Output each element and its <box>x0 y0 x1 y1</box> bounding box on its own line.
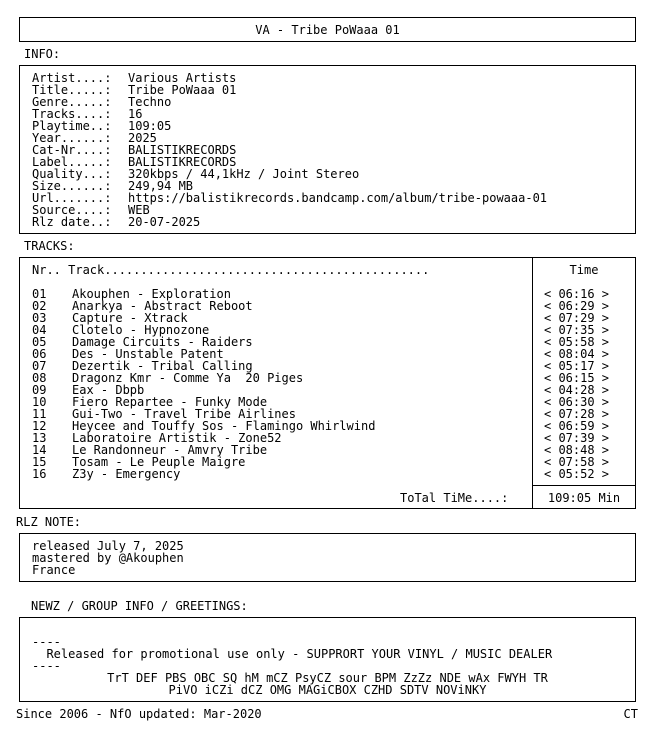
track-name: Damage Circuits - Raiders <box>72 335 253 349</box>
info-value: 2025 <box>128 131 157 145</box>
info-value: 20-07-2025 <box>128 215 201 229</box>
track-number: 05 <box>32 335 47 349</box>
info-row <box>32 120 635 132</box>
track-number: 09 <box>32 383 47 397</box>
total-time-label: ToTal TiMe....: <box>400 491 509 505</box>
info-row <box>32 84 635 96</box>
track-time: < 06:16 > <box>544 287 610 301</box>
track-number: 16 <box>32 467 47 481</box>
info-row <box>32 108 635 120</box>
track-name: Akouphen - Exploration <box>72 287 231 301</box>
info-value: Various Artists <box>128 71 237 85</box>
info-row <box>32 132 635 144</box>
track-time: < 08:04 > <box>544 347 610 361</box>
track-time: < 06:59 > <box>544 419 610 433</box>
info-list <box>32 72 635 228</box>
track-number: 11 <box>32 407 47 421</box>
track-time: < 07:35 > <box>544 323 610 337</box>
track-name: Z3y - Emergency <box>72 467 181 481</box>
track-time: < 07:39 > <box>544 431 610 445</box>
track-name: Laboratoire Artistik - Zone52 <box>72 431 282 445</box>
track-name: Capture - Xtrack <box>72 311 188 325</box>
info-key: Size......: <box>32 179 112 193</box>
info-value: 109:05 <box>128 119 172 133</box>
track-number: 15 <box>32 455 47 469</box>
greetings-line-2: PiVO iCZi dCZ OMG MAGiCBOX CZHD SDTV NOViNKY <box>168 683 487 697</box>
info-key: Year......: <box>32 131 112 145</box>
track-time: < 05:58 > <box>544 335 610 349</box>
track-row <box>32 468 375 480</box>
info-value: Tribe PoWaaa 01 <box>128 83 237 97</box>
track-name: Dezertik - Tribal Calling <box>72 359 253 373</box>
rlz-note-lines <box>32 540 635 576</box>
track-number: 07 <box>32 359 47 373</box>
track-time: < 06:30 > <box>544 395 610 409</box>
track-number: 01 <box>32 287 47 301</box>
info-row <box>32 72 635 84</box>
track-time: < 07:58 > <box>544 455 610 469</box>
track-time: < 08:48 > <box>544 443 610 457</box>
newz-box <box>19 617 636 702</box>
track-time: < 07:29 > <box>544 311 610 325</box>
track-time: < 06:29 > <box>544 299 610 313</box>
time-list <box>544 288 609 480</box>
track-name: Le Randonneur - Amvry Tribe <box>72 443 268 457</box>
rlz-note-label: RLZ NOTE: <box>16 515 82 529</box>
info-value: WEB <box>128 203 150 217</box>
total-divider <box>532 485 636 486</box>
footer-left: Since 2006 - NfO updated: Mar-2020 <box>16 707 262 721</box>
newz-label: NEWZ / GROUP INFO / GREETINGS: <box>31 599 248 613</box>
track-number: 03 <box>32 311 47 325</box>
track-name: Heycee and Touffy Sos - Flamingo Whirlwind <box>72 419 376 433</box>
title-box <box>19 17 636 42</box>
rlz-note-line: released July 7, 2025 <box>32 539 184 553</box>
track-number: 14 <box>32 443 47 457</box>
track-time: < 05:17 > <box>544 359 610 373</box>
info-key: Artist....: <box>32 71 112 85</box>
newz-dash-bottom: ---- <box>32 659 61 673</box>
time-header: Time <box>569 263 599 277</box>
track-name: Eax - Dbpb <box>72 383 145 397</box>
info-row <box>32 216 635 228</box>
track-number: 10 <box>32 395 47 409</box>
track-name: Tosam - Le Peuple Maigre <box>72 455 246 469</box>
info-value: BALISTIKRECORDS <box>128 143 237 157</box>
footer-right: CT <box>623 707 638 721</box>
newz-promo-text: Released for promotional use only - SUPPRORT YOUR VINYL / MUSIC DEALER <box>32 647 553 661</box>
info-key: Rlz date..: <box>32 215 112 229</box>
info-key: Playtime..: <box>32 119 112 133</box>
track-name: Gui-Two - Travel Tribe Airlines <box>72 407 296 421</box>
tracks-section-label: TRACKS: <box>24 239 75 253</box>
track-time: < 05:52 > <box>544 467 610 481</box>
track-time: < 06:15 > <box>544 371 610 385</box>
track-number: 12 <box>32 419 47 433</box>
track-name: Dragonz Kmr - Comme Ya 20 Piges <box>72 371 304 385</box>
info-key: Tracks....: <box>32 107 112 121</box>
info-key: Source....: <box>32 203 112 217</box>
rlz-note-line: France <box>32 563 76 577</box>
info-value: 249,94 MB <box>128 179 194 193</box>
info-value: Techno <box>128 95 172 109</box>
track-number: 04 <box>32 323 47 337</box>
info-key: Genre.....: <box>32 95 112 109</box>
info-key: Title.....: <box>32 83 112 97</box>
info-row <box>32 96 635 108</box>
rlz-note-box <box>19 533 636 582</box>
tracks-column-divider <box>532 258 533 508</box>
track-number: 02 <box>32 299 47 313</box>
info-value: 16 <box>128 107 143 121</box>
info-box <box>19 65 636 234</box>
release-title: VA - Tribe PoWaaa 01 <box>255 22 400 37</box>
track-number: 13 <box>32 431 47 445</box>
info-value: 320kbps / 44,1kHz / Joint Stereo <box>128 167 360 181</box>
info-value: BALISTIKRECORDS <box>128 155 237 169</box>
info-section-label: INFO: <box>24 47 61 61</box>
track-name: Anarkya - Abstract Reboot <box>72 299 253 313</box>
tracks-header: Nr.. Track............................................. <box>32 263 430 277</box>
track-name: Fiero Repartee - Funky Mode <box>72 395 268 409</box>
track-time: < 07:28 > <box>544 407 610 421</box>
rlz-note-line: mastered by @Akouphen <box>32 551 184 565</box>
info-key: Label.....: <box>32 155 112 169</box>
newz-dash-top: ---- <box>32 635 61 649</box>
track-name: Clotelo - Hypnozone <box>72 323 210 337</box>
info-row <box>32 204 635 216</box>
track-list <box>32 288 375 480</box>
info-key: Cat-Nr....: <box>32 143 112 157</box>
info-row <box>32 144 635 156</box>
total-time-value: 109:05 Min <box>547 491 621 505</box>
greetings-line-1: TrT DEF PBS OBC SQ hM mCZ PsyCZ sour BPM ZzZz NDE wAx FWYH TR <box>107 671 548 685</box>
track-name: Des - Unstable Patent <box>72 347 224 361</box>
track-number: 08 <box>32 371 47 385</box>
info-value: https://balistikrecords.bandcamp.com/album/tribe-powaaa-01 <box>128 191 548 205</box>
info-row <box>32 192 635 204</box>
info-key: Quality...: <box>32 167 112 181</box>
track-number: 06 <box>32 347 47 361</box>
info-key: Url.......: <box>32 191 112 205</box>
info-row <box>32 168 635 180</box>
tracks-box <box>19 257 636 509</box>
track-time: < 04:28 > <box>544 383 610 397</box>
